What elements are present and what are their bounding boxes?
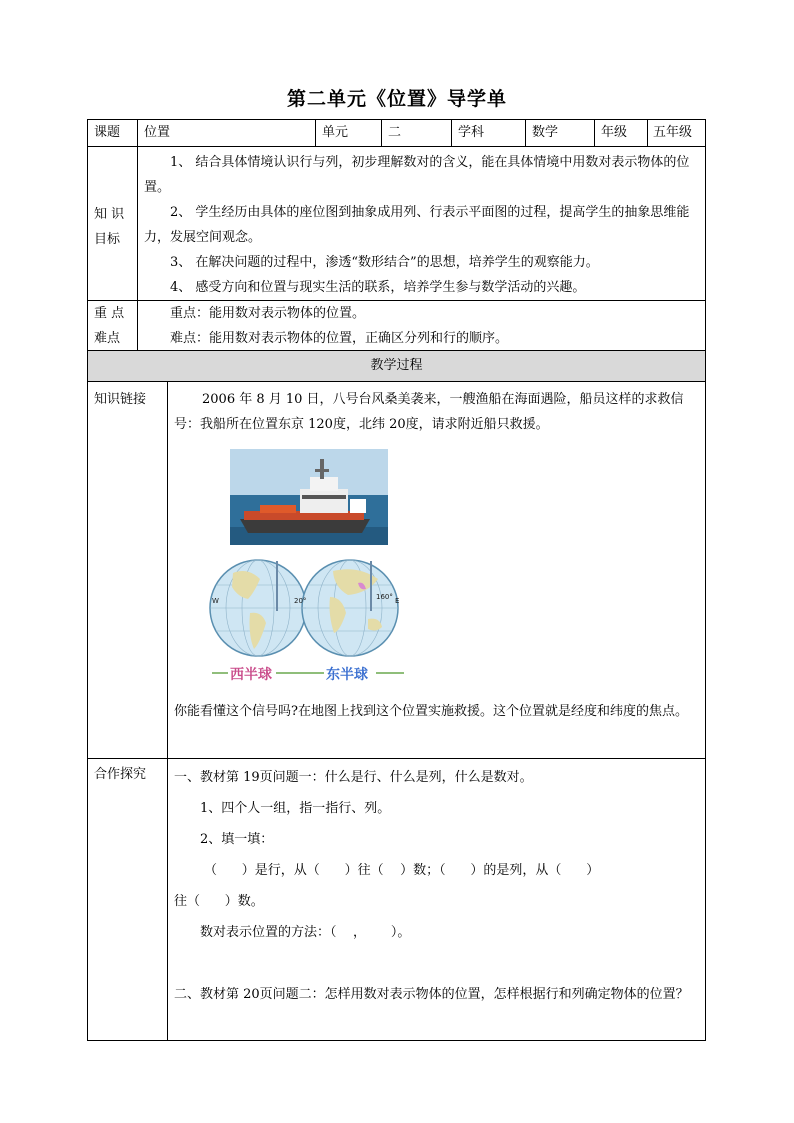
grade-label: 年级	[601, 125, 628, 140]
pair-method: 数对表示位置的方法：（ ， ）。	[200, 925, 411, 940]
objectives-label	[88, 202, 137, 252]
west-hemisphere-label: 西半球	[230, 667, 272, 683]
signal-question: 你能看懂这个信号吗?在地图上找到这个位置实施救援。这个位置就是经度和纬度的焦点。	[174, 704, 688, 719]
rescue-ship-photo	[230, 449, 388, 545]
objective-item: 3、 在解决问题的过程中，渗透“数形结合”的思想，培养学生的观察能力。	[170, 255, 599, 270]
subject-label: 学科	[458, 125, 485, 140]
course-value: 位置	[144, 125, 171, 140]
question-two: 二、教材第 20页问题二：怎样用数对表示物体的位置，怎样根据行和列确定物体的位置？	[174, 987, 689, 1002]
east-hemisphere-label: 东半球	[326, 667, 368, 683]
objectives-list	[138, 150, 704, 300]
subject-value: 数学	[532, 125, 559, 140]
west-letter: W	[212, 597, 219, 605]
difficulty-point: 难点：能用数对表示物体的位置，正确区分列和行的顺序。	[170, 331, 509, 346]
grade-value: 五年级	[653, 125, 693, 140]
course-label: 课题	[94, 125, 121, 140]
process-heading: 教学过程	[88, 351, 705, 381]
hemisphere-map	[208, 553, 408, 685]
objective-item: 2、 学生经历由具体的座位图到抽象成用列、行表示平面图的过程，提高学生的抽象思维能力，发展空间观念。	[144, 205, 690, 245]
unit-label: 单元	[322, 125, 349, 140]
degree-20-label: 20°	[294, 597, 307, 605]
fill-blank-line1: （ ）是行，从（ ）往（ ）数；（ ）的是列，从（ ）	[204, 863, 600, 878]
knowledge-link-intro	[168, 387, 705, 437]
cooperation-content	[168, 762, 705, 1010]
fill-blank-line2: 往（ ）数。	[174, 894, 264, 909]
objective-item: 1、 结合具体情境认识行与列，初步理解数对的含义，能在具体情境中用数对表示物体的位置。	[144, 155, 690, 195]
step-two: 2、填一填：	[200, 832, 274, 847]
knowledge-link-label: 知识链接	[94, 392, 147, 407]
objective-item: 4、 感受方向和位置与现实生活的联系，培养学生参与数学活动的兴趣。	[170, 280, 586, 295]
step-one: 1、四个人一组，指一指行、列。	[200, 801, 391, 816]
east-letter: E	[395, 597, 400, 605]
keypoints-label	[88, 301, 137, 351]
cooperation-label: 合作探究	[94, 767, 147, 782]
unit-value: 二	[388, 125, 402, 140]
objectives-label-line1: 知 识	[94, 207, 125, 222]
keypoints-label-line1: 重 点	[94, 306, 125, 321]
degree-160-label: 160°	[376, 593, 393, 601]
keypoints-text	[138, 301, 704, 351]
knowledge-link-question	[168, 699, 705, 724]
page-title: 第二单元《位置》导学单	[286, 88, 507, 110]
keypoints-label-line2: 难点	[94, 331, 121, 346]
rescue-signal-text: 2006 年 8 月 10 日，八号台风桑美袭来，一艘渔船在海面遇险，船员这样的求救信号：我船所在位置东京 120度，北纬 20度，请求附近船只救援。	[174, 392, 684, 432]
objectives-label-line2: 目标	[94, 232, 121, 247]
focus-point: 重点：能用数对表示物体的位置。	[170, 306, 366, 321]
question-one: 一、教材第 19页问题一：什么是行、什么是列，什么是数对。	[174, 770, 533, 785]
